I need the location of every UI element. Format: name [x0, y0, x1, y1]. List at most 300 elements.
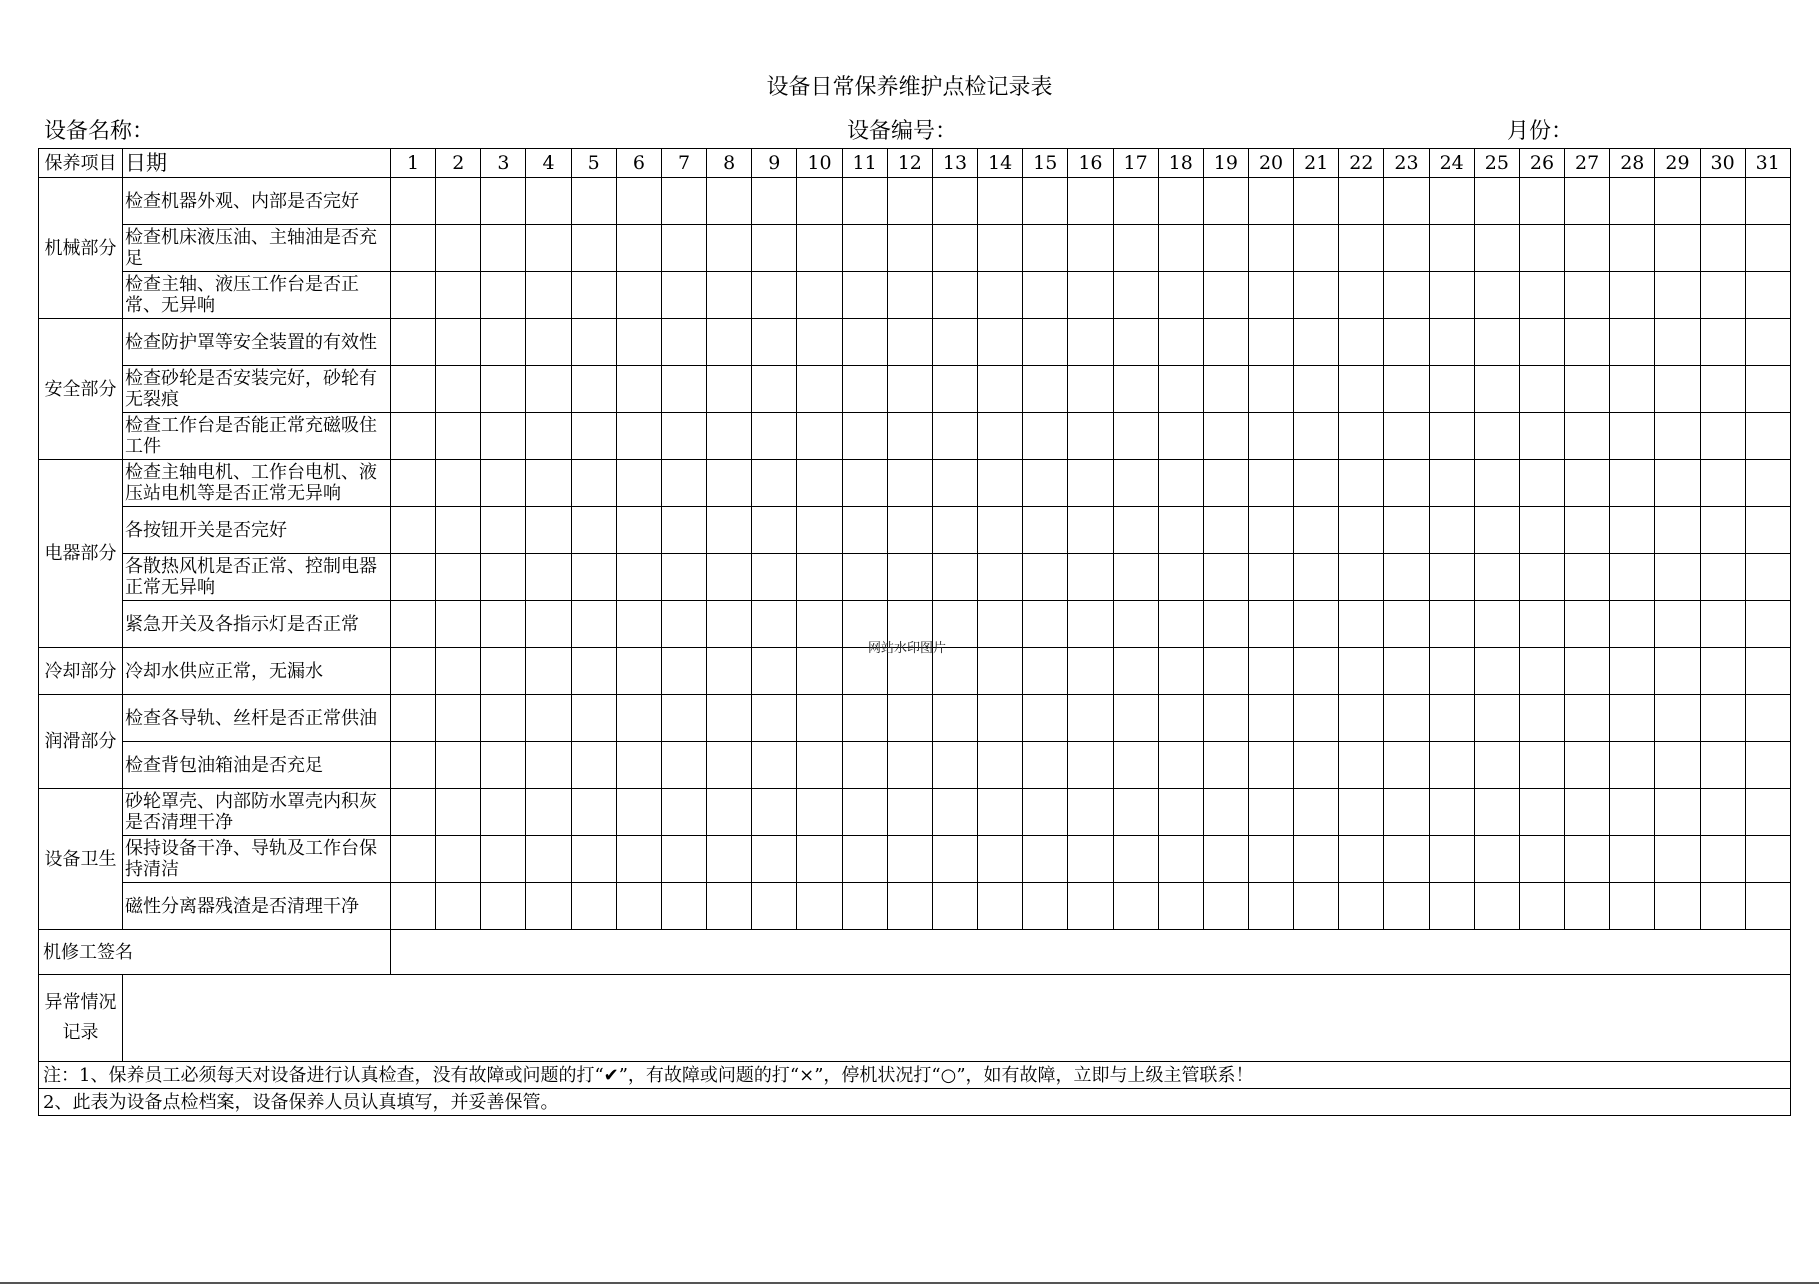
check-cell[interactable]	[391, 225, 436, 272]
check-cell[interactable]	[1700, 601, 1745, 648]
check-cell[interactable]	[842, 695, 887, 742]
check-cell[interactable]	[1655, 883, 1700, 930]
check-cell[interactable]	[391, 460, 436, 507]
check-cell[interactable]	[481, 883, 526, 930]
check-cell[interactable]	[978, 225, 1023, 272]
check-cell[interactable]	[1203, 225, 1248, 272]
check-cell[interactable]	[391, 742, 436, 789]
check-cell[interactable]	[526, 789, 571, 836]
check-cell[interactable]	[1519, 742, 1564, 789]
check-cell[interactable]	[978, 460, 1023, 507]
check-cell[interactable]	[932, 507, 977, 554]
check-cell[interactable]	[526, 601, 571, 648]
check-cell[interactable]	[797, 789, 842, 836]
check-cell[interactable]	[1158, 178, 1203, 225]
check-cell[interactable]	[887, 695, 932, 742]
check-cell[interactable]	[1700, 507, 1745, 554]
check-cell[interactable]	[616, 836, 661, 883]
check-cell[interactable]	[797, 366, 842, 413]
check-cell[interactable]	[571, 178, 616, 225]
check-cell[interactable]	[526, 742, 571, 789]
check-cell[interactable]	[391, 366, 436, 413]
check-cell[interactable]	[1294, 413, 1339, 460]
check-cell[interactable]	[1655, 695, 1700, 742]
check-cell[interactable]	[616, 178, 661, 225]
check-cell[interactable]	[1203, 789, 1248, 836]
check-cell[interactable]	[391, 554, 436, 601]
check-cell[interactable]	[1248, 507, 1293, 554]
check-cell[interactable]	[1158, 789, 1203, 836]
check-cell[interactable]	[752, 883, 797, 930]
check-cell[interactable]	[1519, 413, 1564, 460]
check-cell[interactable]	[932, 366, 977, 413]
check-cell[interactable]	[1158, 366, 1203, 413]
check-cell[interactable]	[1113, 413, 1158, 460]
check-cell[interactable]	[481, 836, 526, 883]
check-cell[interactable]	[1384, 413, 1429, 460]
check-cell[interactable]	[1745, 695, 1790, 742]
check-cell[interactable]	[707, 742, 752, 789]
check-cell[interactable]	[932, 178, 977, 225]
check-cell[interactable]	[436, 554, 481, 601]
check-cell[interactable]	[1700, 648, 1745, 695]
check-cell[interactable]	[436, 413, 481, 460]
check-cell[interactable]	[1113, 883, 1158, 930]
check-cell[interactable]	[1384, 319, 1429, 366]
check-cell[interactable]	[481, 648, 526, 695]
check-cell[interactable]	[1565, 225, 1610, 272]
check-cell[interactable]	[571, 789, 616, 836]
check-cell[interactable]	[1655, 507, 1700, 554]
check-cell[interactable]	[1610, 319, 1655, 366]
check-cell[interactable]	[436, 272, 481, 319]
check-cell[interactable]	[1565, 742, 1610, 789]
check-cell[interactable]	[1474, 507, 1519, 554]
check-cell[interactable]	[1113, 742, 1158, 789]
check-cell[interactable]	[1519, 460, 1564, 507]
check-cell[interactable]	[797, 507, 842, 554]
check-cell[interactable]	[1248, 789, 1293, 836]
check-cell[interactable]	[1655, 789, 1700, 836]
check-cell[interactable]	[571, 695, 616, 742]
check-cell[interactable]	[616, 648, 661, 695]
check-cell[interactable]	[571, 648, 616, 695]
check-cell[interactable]	[978, 883, 1023, 930]
check-cell[interactable]	[1565, 319, 1610, 366]
check-cell[interactable]	[707, 507, 752, 554]
check-cell[interactable]	[887, 225, 932, 272]
check-cell[interactable]	[391, 836, 436, 883]
check-cell[interactable]	[661, 789, 706, 836]
check-cell[interactable]	[1429, 272, 1474, 319]
check-cell[interactable]	[1610, 460, 1655, 507]
check-cell[interactable]	[1429, 695, 1474, 742]
check-cell[interactable]	[1339, 883, 1384, 930]
check-cell[interactable]	[436, 319, 481, 366]
check-cell[interactable]	[1429, 366, 1474, 413]
check-cell[interactable]	[1429, 883, 1474, 930]
check-cell[interactable]	[616, 225, 661, 272]
check-cell[interactable]	[1474, 883, 1519, 930]
check-cell[interactable]	[1248, 366, 1293, 413]
check-cell[interactable]	[842, 178, 887, 225]
check-cell[interactable]	[571, 413, 616, 460]
check-cell[interactable]	[932, 836, 977, 883]
check-cell[interactable]	[1384, 836, 1429, 883]
check-cell[interactable]	[1655, 178, 1700, 225]
check-cell[interactable]	[707, 695, 752, 742]
check-cell[interactable]	[1610, 178, 1655, 225]
check-cell[interactable]	[1384, 366, 1429, 413]
check-cell[interactable]	[1113, 507, 1158, 554]
check-cell[interactable]	[1023, 836, 1068, 883]
check-cell[interactable]	[797, 695, 842, 742]
check-cell[interactable]	[842, 836, 887, 883]
check-cell[interactable]	[1023, 272, 1068, 319]
check-cell[interactable]	[481, 272, 526, 319]
check-cell[interactable]	[481, 601, 526, 648]
check-cell[interactable]	[932, 319, 977, 366]
check-cell[interactable]	[481, 460, 526, 507]
check-cell[interactable]	[1113, 836, 1158, 883]
check-cell[interactable]	[1158, 319, 1203, 366]
check-cell[interactable]	[1745, 460, 1790, 507]
check-cell[interactable]	[1745, 225, 1790, 272]
check-cell[interactable]	[1610, 413, 1655, 460]
check-cell[interactable]	[526, 319, 571, 366]
check-cell[interactable]	[1565, 366, 1610, 413]
check-cell[interactable]	[1700, 742, 1745, 789]
check-cell[interactable]	[526, 554, 571, 601]
check-cell[interactable]	[661, 507, 706, 554]
check-cell[interactable]	[797, 883, 842, 930]
check-cell[interactable]	[1384, 883, 1429, 930]
check-cell[interactable]	[1158, 836, 1203, 883]
check-cell[interactable]	[1294, 507, 1339, 554]
check-cell[interactable]	[436, 789, 481, 836]
check-cell[interactable]	[1700, 413, 1745, 460]
check-cell[interactable]	[1248, 883, 1293, 930]
check-cell[interactable]	[797, 178, 842, 225]
check-cell[interactable]	[1339, 648, 1384, 695]
check-cell[interactable]	[1023, 413, 1068, 460]
check-cell[interactable]	[1203, 413, 1248, 460]
check-cell[interactable]	[1203, 742, 1248, 789]
check-cell[interactable]	[1068, 836, 1113, 883]
check-cell[interactable]	[436, 648, 481, 695]
check-cell[interactable]	[1294, 225, 1339, 272]
check-cell[interactable]	[978, 742, 1023, 789]
check-cell[interactable]	[1248, 742, 1293, 789]
check-cell[interactable]	[1158, 225, 1203, 272]
check-cell[interactable]	[1294, 883, 1339, 930]
check-cell[interactable]	[932, 460, 977, 507]
check-cell[interactable]	[616, 695, 661, 742]
check-cell[interactable]	[391, 883, 436, 930]
check-cell[interactable]	[481, 366, 526, 413]
check-cell[interactable]	[1519, 178, 1564, 225]
check-cell[interactable]	[752, 507, 797, 554]
check-cell[interactable]	[571, 554, 616, 601]
check-cell[interactable]	[978, 272, 1023, 319]
check-cell[interactable]	[661, 319, 706, 366]
check-cell[interactable]	[1158, 272, 1203, 319]
check-cell[interactable]	[1203, 366, 1248, 413]
check-cell[interactable]	[1384, 507, 1429, 554]
check-cell[interactable]	[1745, 742, 1790, 789]
check-cell[interactable]	[887, 883, 932, 930]
check-cell[interactable]	[391, 507, 436, 554]
check-cell[interactable]	[1565, 601, 1610, 648]
check-cell[interactable]	[1023, 601, 1068, 648]
check-cell[interactable]	[481, 319, 526, 366]
check-cell[interactable]	[1700, 460, 1745, 507]
check-cell[interactable]	[1294, 648, 1339, 695]
check-cell[interactable]	[1068, 460, 1113, 507]
check-cell[interactable]	[1565, 554, 1610, 601]
signature-field[interactable]	[391, 930, 1791, 975]
check-cell[interactable]	[616, 366, 661, 413]
check-cell[interactable]	[1294, 836, 1339, 883]
check-cell[interactable]	[1023, 883, 1068, 930]
check-cell[interactable]	[571, 742, 616, 789]
check-cell[interactable]	[1023, 366, 1068, 413]
check-cell[interactable]	[1203, 648, 1248, 695]
check-cell[interactable]	[1429, 601, 1474, 648]
check-cell[interactable]	[526, 413, 571, 460]
check-cell[interactable]	[1745, 648, 1790, 695]
check-cell[interactable]	[1700, 695, 1745, 742]
check-cell[interactable]	[1158, 742, 1203, 789]
check-cell[interactable]	[932, 272, 977, 319]
check-cell[interactable]	[391, 695, 436, 742]
check-cell[interactable]	[391, 601, 436, 648]
check-cell[interactable]	[842, 883, 887, 930]
check-cell[interactable]	[391, 178, 436, 225]
check-cell[interactable]	[481, 413, 526, 460]
check-cell[interactable]	[661, 366, 706, 413]
check-cell[interactable]	[1700, 225, 1745, 272]
check-cell[interactable]	[887, 178, 932, 225]
check-cell[interactable]	[1384, 789, 1429, 836]
check-cell[interactable]	[1068, 742, 1113, 789]
check-cell[interactable]	[1429, 789, 1474, 836]
check-cell[interactable]	[1023, 319, 1068, 366]
check-cell[interactable]	[1700, 554, 1745, 601]
check-cell[interactable]	[481, 178, 526, 225]
check-cell[interactable]	[1610, 742, 1655, 789]
check-cell[interactable]	[707, 225, 752, 272]
check-cell[interactable]	[1610, 272, 1655, 319]
check-cell[interactable]	[1068, 883, 1113, 930]
check-cell[interactable]	[616, 601, 661, 648]
check-cell[interactable]	[978, 178, 1023, 225]
check-cell[interactable]	[1745, 413, 1790, 460]
check-cell[interactable]	[1068, 225, 1113, 272]
check-cell[interactable]	[661, 601, 706, 648]
check-cell[interactable]	[1655, 554, 1700, 601]
check-cell[interactable]	[571, 272, 616, 319]
check-cell[interactable]	[1068, 789, 1113, 836]
check-cell[interactable]	[526, 507, 571, 554]
check-cell[interactable]	[481, 554, 526, 601]
check-cell[interactable]	[1158, 460, 1203, 507]
check-cell[interactable]	[1203, 601, 1248, 648]
check-cell[interactable]	[1474, 366, 1519, 413]
check-cell[interactable]	[1068, 366, 1113, 413]
check-cell[interactable]	[842, 225, 887, 272]
abnormal-field[interactable]	[123, 975, 1791, 1062]
check-cell[interactable]	[1610, 883, 1655, 930]
check-cell[interactable]	[797, 836, 842, 883]
check-cell[interactable]	[1294, 789, 1339, 836]
check-cell[interactable]	[1339, 695, 1384, 742]
check-cell[interactable]	[707, 272, 752, 319]
check-cell[interactable]	[1023, 554, 1068, 601]
check-cell[interactable]	[752, 460, 797, 507]
check-cell[interactable]	[616, 413, 661, 460]
check-cell[interactable]	[661, 554, 706, 601]
check-cell[interactable]	[1384, 272, 1429, 319]
check-cell[interactable]	[1158, 648, 1203, 695]
check-cell[interactable]	[1610, 601, 1655, 648]
check-cell[interactable]	[436, 742, 481, 789]
check-cell[interactable]	[752, 601, 797, 648]
check-cell[interactable]	[707, 836, 752, 883]
check-cell[interactable]	[1565, 507, 1610, 554]
check-cell[interactable]	[1655, 460, 1700, 507]
check-cell[interactable]	[1203, 507, 1248, 554]
check-cell[interactable]	[1158, 507, 1203, 554]
check-cell[interactable]	[1429, 460, 1474, 507]
check-cell[interactable]	[1339, 413, 1384, 460]
check-cell[interactable]	[661, 413, 706, 460]
check-cell[interactable]	[1745, 366, 1790, 413]
check-cell[interactable]	[1339, 319, 1384, 366]
check-cell[interactable]	[1700, 789, 1745, 836]
check-cell[interactable]	[842, 272, 887, 319]
check-cell[interactable]	[1248, 460, 1293, 507]
check-cell[interactable]	[1565, 178, 1610, 225]
check-cell[interactable]	[1565, 883, 1610, 930]
check-cell[interactable]	[616, 789, 661, 836]
check-cell[interactable]	[1203, 695, 1248, 742]
check-cell[interactable]	[526, 225, 571, 272]
check-cell[interactable]	[1610, 836, 1655, 883]
check-cell[interactable]	[752, 789, 797, 836]
check-cell[interactable]	[436, 225, 481, 272]
check-cell[interactable]	[842, 742, 887, 789]
check-cell[interactable]	[1565, 413, 1610, 460]
check-cell[interactable]	[887, 272, 932, 319]
check-cell[interactable]	[1474, 225, 1519, 272]
check-cell[interactable]	[571, 319, 616, 366]
check-cell[interactable]	[842, 507, 887, 554]
check-cell[interactable]	[571, 836, 616, 883]
check-cell[interactable]	[842, 319, 887, 366]
check-cell[interactable]	[1519, 507, 1564, 554]
check-cell[interactable]	[1339, 836, 1384, 883]
check-cell[interactable]	[1474, 836, 1519, 883]
check-cell[interactable]	[436, 366, 481, 413]
check-cell[interactable]	[1474, 460, 1519, 507]
check-cell[interactable]	[1519, 225, 1564, 272]
check-cell[interactable]	[887, 836, 932, 883]
check-cell[interactable]	[1519, 601, 1564, 648]
check-cell[interactable]	[1610, 648, 1655, 695]
check-cell[interactable]	[932, 554, 977, 601]
check-cell[interactable]	[1113, 178, 1158, 225]
check-cell[interactable]	[481, 789, 526, 836]
check-cell[interactable]	[887, 413, 932, 460]
check-cell[interactable]	[1113, 460, 1158, 507]
check-cell[interactable]	[616, 742, 661, 789]
check-cell[interactable]	[1023, 178, 1068, 225]
check-cell[interactable]	[1339, 460, 1384, 507]
check-cell[interactable]	[1745, 554, 1790, 601]
check-cell[interactable]	[887, 789, 932, 836]
check-cell[interactable]	[1203, 883, 1248, 930]
check-cell[interactable]	[1429, 507, 1474, 554]
check-cell[interactable]	[1700, 178, 1745, 225]
check-cell[interactable]	[1655, 742, 1700, 789]
check-cell[interactable]	[1655, 413, 1700, 460]
check-cell[interactable]	[1429, 178, 1474, 225]
check-cell[interactable]	[1655, 366, 1700, 413]
check-cell[interactable]	[1474, 601, 1519, 648]
check-cell[interactable]	[1519, 319, 1564, 366]
check-cell[interactable]	[1700, 319, 1745, 366]
check-cell[interactable]	[1384, 742, 1429, 789]
check-cell[interactable]	[752, 225, 797, 272]
check-cell[interactable]	[1429, 742, 1474, 789]
check-cell[interactable]	[978, 554, 1023, 601]
check-cell[interactable]	[1113, 225, 1158, 272]
check-cell[interactable]	[1384, 225, 1429, 272]
check-cell[interactable]	[1203, 460, 1248, 507]
check-cell[interactable]	[978, 507, 1023, 554]
check-cell[interactable]	[797, 413, 842, 460]
check-cell[interactable]	[842, 413, 887, 460]
check-cell[interactable]	[932, 695, 977, 742]
check-cell[interactable]	[661, 178, 706, 225]
check-cell[interactable]	[1700, 836, 1745, 883]
check-cell[interactable]	[1023, 648, 1068, 695]
check-cell[interactable]	[661, 883, 706, 930]
check-cell[interactable]	[1429, 225, 1474, 272]
check-cell[interactable]	[1429, 554, 1474, 601]
check-cell[interactable]	[752, 742, 797, 789]
check-cell[interactable]	[1158, 695, 1203, 742]
check-cell[interactable]	[1339, 366, 1384, 413]
check-cell[interactable]	[526, 178, 571, 225]
check-cell[interactable]	[1248, 836, 1293, 883]
check-cell[interactable]	[1519, 648, 1564, 695]
check-cell[interactable]	[1745, 836, 1790, 883]
check-cell[interactable]	[1565, 836, 1610, 883]
check-cell[interactable]	[1745, 601, 1790, 648]
check-cell[interactable]	[616, 554, 661, 601]
check-cell[interactable]	[978, 836, 1023, 883]
check-cell[interactable]	[1068, 507, 1113, 554]
check-cell[interactable]	[1384, 695, 1429, 742]
check-cell[interactable]	[797, 272, 842, 319]
check-cell[interactable]	[1248, 319, 1293, 366]
check-cell[interactable]	[661, 272, 706, 319]
check-cell[interactable]	[1294, 601, 1339, 648]
check-cell[interactable]	[752, 554, 797, 601]
check-cell[interactable]	[1565, 648, 1610, 695]
